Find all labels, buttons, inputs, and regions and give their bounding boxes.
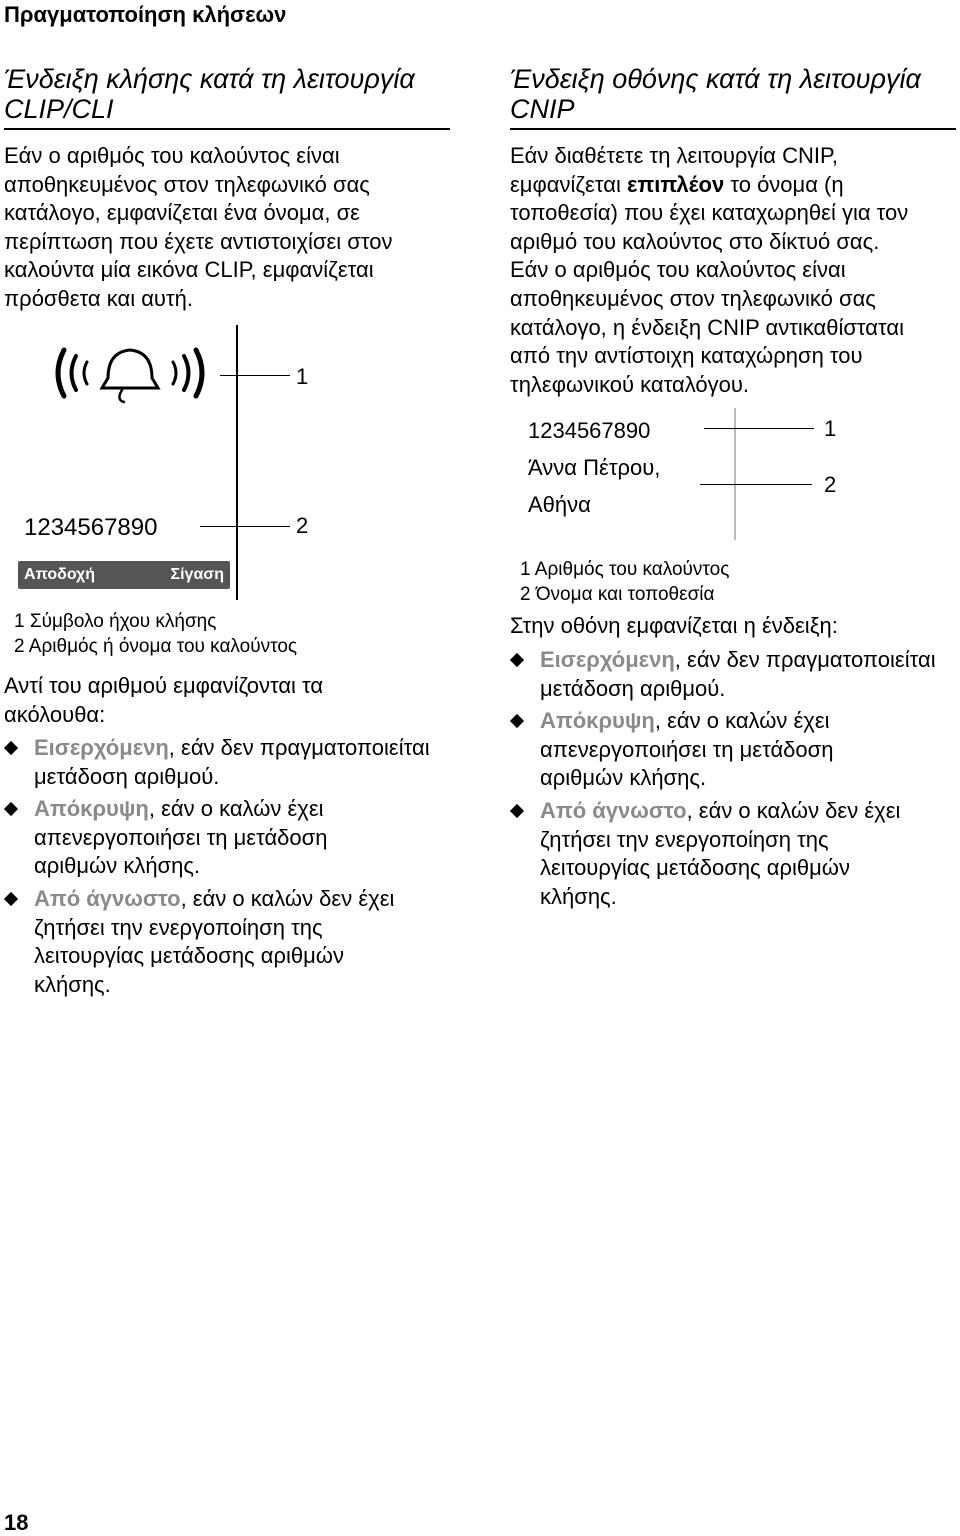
text-line: από την αντίστοιχη καταχώρηση του (510, 343, 863, 369)
left-title-line2: CLIP/CLI (4, 94, 114, 124)
bullet-term: Απόκρυψη (540, 708, 655, 734)
ringtone-bell-icon (50, 338, 215, 408)
bullet-text: , εάν δεν πραγματοποιείται (674, 647, 936, 672)
callout-line-2 (200, 526, 290, 527)
left-intro-line: Εάν ο αριθμός του καλούντος είναι (4, 143, 340, 168)
text-line (510, 171, 956, 200)
left-title-line1: Ένδειξη κλήσης κατά τη λειτουργία (4, 64, 415, 94)
bullet-term: Εισερχόμενη (540, 647, 675, 672)
bullet-text: κλήσης. (540, 883, 617, 909)
callout-number-2: 2 (296, 513, 309, 538)
left-instead-text (4, 672, 454, 729)
bullet-term: Απόκρυψη (34, 796, 149, 822)
text-line: αποθηκευμένος στον τηλεφωνικό σας (510, 285, 876, 311)
mute-softkey[interactable]: Σίγαση (170, 566, 224, 583)
right-legend (520, 557, 729, 607)
bullet-text: κλήσης. (34, 971, 111, 997)
left-section-title (4, 64, 415, 124)
bullet-text: αριθμών κλήσης. (34, 853, 201, 879)
list-item (4, 795, 454, 881)
right-title-line2: CNIP (510, 94, 575, 124)
bullet-text: , εάν ο καλών έχει (148, 796, 324, 822)
bullet-text: , εάν δεν πραγματοποιείται (168, 735, 430, 760)
bullet-text: μετάδοση αριθμού. (540, 675, 726, 701)
left-intro-line: περίπτωση που έχετε αντιστοιχίσει στον (4, 228, 393, 254)
bullet-text: λειτουργίας μετάδοσης αριθμών (540, 855, 850, 881)
cnip-callout-line-2 (700, 484, 812, 485)
left-bullet-list (4, 734, 454, 1003)
right-title-rule (510, 128, 956, 130)
emphasis-text: επιπλέον (626, 171, 725, 197)
legend-item: 1 Αριθμός του καλούντος (520, 559, 730, 580)
right-intro-paragraph (510, 142, 956, 399)
bullet-term: Εισερχόμενη (34, 735, 169, 760)
screen-shows-text: Στην οθόνη εμφανίζεται η ένδειξη: (510, 613, 838, 638)
list-item (4, 734, 454, 791)
accept-softkey[interactable]: Αποδοχή (24, 566, 96, 583)
bullet-term: Από άγνωστο (34, 885, 181, 911)
bullet-term: Από άγνωστο (540, 797, 687, 823)
left-intro-paragraph (4, 142, 454, 314)
softkey-bar (18, 561, 230, 589)
cnip-caller-location: Αθήνα (528, 492, 591, 517)
left-intro-line: καλούντα μία εικόνα CLIP, εμφανίζεται (4, 257, 374, 283)
legend-item: 2 Αριθμός ή όνομα του καλούντος (14, 636, 298, 657)
cnip-caller-name: Άννα Πέτρου, (528, 455, 661, 480)
cnip-callout-number-1: 1 (824, 416, 837, 441)
diamond-bullet-icon (510, 714, 524, 728)
text-line: αριθμό του καλούντος στο δίκτυό σας. (510, 228, 880, 254)
left-intro-line: αποθηκευμένος στον τηλεφωνικό σας (4, 171, 370, 197)
diamond-bullet-icon (4, 802, 18, 816)
cnip-callout-line-1 (704, 428, 814, 429)
bullet-text: λειτουργίας μετάδοσης αριθμών (34, 943, 344, 969)
diamond-bullet-icon (4, 741, 18, 755)
page-number: 18 (4, 1510, 29, 1535)
list-item (510, 797, 958, 911)
text-line: Εάν διαθέτετε τη λειτουργία CNIP, (510, 143, 838, 168)
legend-item: 2 Όνομα και τοποθεσία (520, 584, 715, 605)
bullet-text: μετάδοση αριθμού. (34, 763, 220, 789)
bullet-text: απενεργοποιήσει τη μετάδοση (540, 736, 834, 762)
list-item (4, 885, 454, 999)
callout-number-1: 1 (296, 364, 309, 389)
bullet-text: , εάν ο καλών δεν έχει (180, 885, 395, 911)
text-line: τοποθεσία) που έχει καταχωρηθεί για τον (510, 200, 909, 226)
caller-number: 1234567890 (24, 514, 158, 541)
list-item (510, 646, 958, 703)
bullet-text: ζητήσει την ενεργοποίηση της (540, 826, 829, 852)
callout-line-1 (220, 375, 290, 376)
text-line: τηλεφωνικού καταλόγου. (510, 371, 750, 397)
diamond-bullet-icon (510, 653, 524, 667)
text-line: Εάν ο αριθμός του καλούντος είναι (510, 257, 846, 283)
list-item (510, 707, 958, 793)
right-title-line1: Ένδειξη οθόνης κατά τη λειτουργία (510, 64, 921, 94)
text-segment: το όνομα (η (724, 171, 844, 197)
right-bullet-list (510, 646, 958, 915)
text-line: Αντί του αριθμού εμφανίζονται τα (4, 673, 324, 698)
left-intro-line: κατάλογο, εμφανίζεται ένα όνομα, σε (4, 200, 360, 226)
bullet-text: απενεργοποιήσει τη μετάδοση (34, 824, 328, 850)
page-header-title: Πραγματοποίηση κλήσεων (4, 2, 287, 27)
bullet-text: , εάν ο καλών έχει (654, 708, 830, 734)
diamond-bullet-icon (510, 804, 524, 818)
left-intro-line: πρόσθετα και αυτή. (4, 285, 193, 311)
cnip-display-text (528, 412, 660, 523)
cnip-callout-number-2: 2 (824, 472, 837, 497)
text-line: κατάλογο, η ένδειξη CNIP αντικαθίσταται (510, 314, 905, 340)
bullet-text: αριθμών κλήσης. (540, 765, 707, 791)
text-line: ακόλουθα: (4, 701, 106, 727)
left-legend (14, 609, 297, 659)
left-title-rule (4, 128, 450, 130)
bullet-text: ζητήσει την ενεργοποίηση της (34, 914, 323, 940)
bullet-text: , εάν ο καλών δεν έχει (686, 797, 901, 823)
legend-item: 1 Σύμβολο ήχου κλήσης (14, 611, 217, 632)
right-section-title (510, 64, 921, 124)
diamond-bullet-icon (4, 892, 18, 906)
text-segment: εμφανίζεται (510, 171, 627, 197)
cnip-caller-number: 1234567890 (528, 418, 651, 443)
